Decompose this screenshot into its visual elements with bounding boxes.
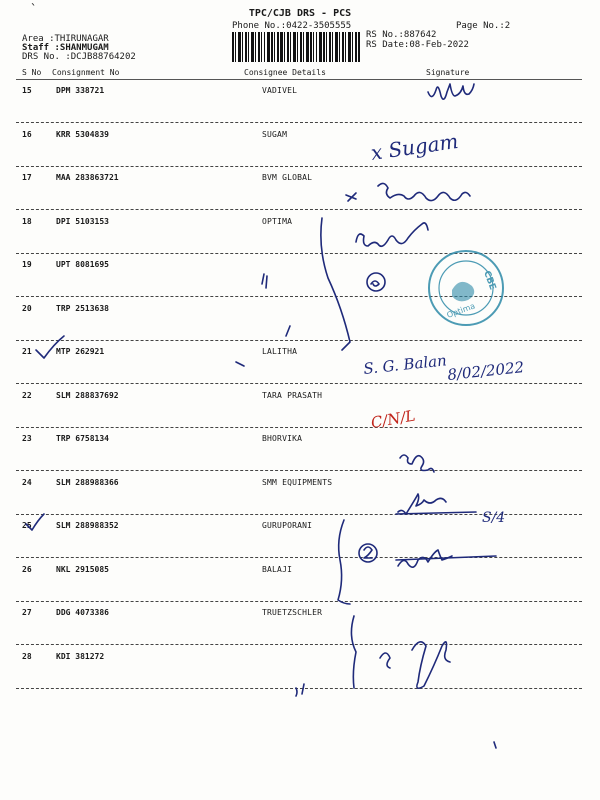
handwriting-receiver: S. G. Balan [362,351,448,378]
row-serial-number: 18 [22,216,32,226]
row-serial-number: 20 [22,303,32,313]
row-serial-number: 21 [22,347,32,356]
signature-kdi [380,642,450,688]
row-consignment-number: KRR 5304839 [56,129,109,139]
row-consignment-number: UPT 8081695 [56,260,109,269]
stamp-bottom-text: Optima [445,301,477,320]
row-consignment-number: DPM 338721 [56,86,105,95]
row-serial-number: 22 [22,390,32,400]
signature-smm [398,494,446,514]
row-serial-number: 27 [22,608,32,617]
handwriting-date: 8/02/2022 [446,358,525,384]
row-serial-number: 15 [22,86,32,95]
row-consignment-number: SLM 288837692 [56,390,119,400]
row-consignee-name: BHORVIKA [262,434,303,443]
col-header-consignee: Consignee Details [244,68,326,77]
row-consignee-name: SUGAM [262,129,288,139]
row-serial-number: 16 [22,129,32,139]
document-title: TPC/CJB DRS - PCS [248,8,352,19]
handwriting-sugam: x Sugam [369,128,460,165]
tick-mark [36,336,64,358]
corner-mark: ` [30,2,38,16]
signature-bvm-global [378,183,470,200]
row-consignee-name: LALITHA [262,347,298,356]
signature-optima [356,223,428,246]
row-serial-number: 24 [22,477,32,487]
page-number: Page No.:2 [456,21,511,31]
handwriting-sh: S/4 [482,510,506,526]
row-serial-number: 26 [22,564,32,574]
row-consignee-name: SMM EQUIPMENTS [262,477,333,487]
signature-bhorvika [400,455,434,472]
rs-number: RS No.:887642 [366,30,437,40]
row-serial-number: 17 [22,173,32,182]
row-consignee-name: VADIVEL [262,86,298,95]
col-header-sno: S No [22,68,42,77]
row-consignment-number: TRP 2513638 [56,303,109,313]
row-consignment-number: DDG 4073386 [56,608,109,617]
row-consignment-number: SLM 288988366 [56,477,119,487]
rs-date: RS Date:08-Feb-2022 [366,40,469,50]
row-serial-number: 23 [22,434,32,443]
col-header-signature: Signature [426,68,470,77]
area-label: Area :THIRUNAGAR [22,34,109,44]
row-consignee-name: BALAJI [262,564,293,574]
staff-label: Staff :SHANMUGAM [22,43,109,53]
row-serial-number: 28 [22,651,32,661]
col-header-consignment: Consignment No [52,68,120,77]
phone-number: Phone No.:0422-3505555 [232,21,352,31]
handwriting-cnl: C/N/L [369,406,417,432]
row-consignment-number: KDI 381272 [56,651,105,661]
row-consignment-number: NKL 2915085 [56,564,109,574]
bracket-mark [321,218,350,350]
drs-number: DRS No. :DCJB88764202 [22,52,136,62]
row-consignee-name: OPTIMA [262,216,293,226]
row-consignment-number: MTP 262921 [56,347,105,356]
row-consignee-name: BVM GLOBAL [262,173,313,182]
row-serial-number: 19 [22,260,32,269]
row-consignment-number: SLM 288988352 [56,521,119,530]
row-consignee-name: GURUPORANI [262,521,313,530]
row-consignee-name: TRUETZSCHLER [262,608,323,617]
company-stamp [429,251,503,325]
row-consignment-number: MAA 283863721 [56,173,119,182]
signature-vadivel [428,84,474,99]
row-serial-number: 25 [22,521,32,530]
stamp-top-text: CBE [481,269,498,292]
row-consignee-name: TARA PRASATH [262,390,323,400]
row-consignment-number: TRP 6758134 [56,434,109,443]
row-consignment-number: DPI 5103153 [56,216,109,226]
